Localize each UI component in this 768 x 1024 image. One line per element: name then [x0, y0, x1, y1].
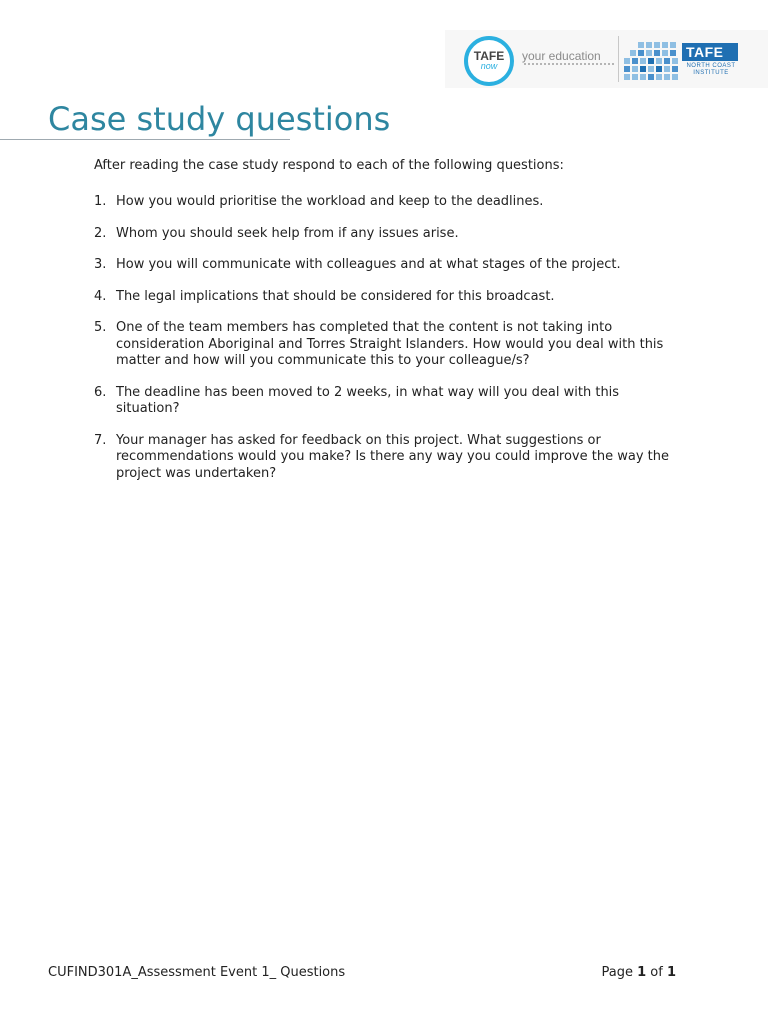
- page-label: Page: [601, 965, 633, 980]
- question-item: [94, 385, 684, 418]
- question-number: 2.: [94, 225, 107, 241]
- tafe-grid-logo-icon: [624, 42, 680, 82]
- tagline-underline: [524, 63, 614, 65]
- questions-list: [94, 194, 684, 497]
- page-title: Case study questions: [48, 100, 391, 138]
- question-item: [94, 289, 684, 306]
- intro-text: After reading the case study respond to each of the following questions:: [94, 158, 564, 173]
- page-of-label: of: [650, 965, 663, 980]
- question-number: 6.: [94, 384, 107, 400]
- question-number: 1.: [94, 194, 107, 209]
- question-text: How you would prioritise the workload and keep to the deadlines.: [116, 194, 544, 209]
- question-text: The legal implications that should be considered for this broadcast.: [116, 288, 555, 304]
- question-item: [94, 257, 684, 274]
- title-underline: [0, 139, 290, 140]
- question-text: Whom you should seek help from if any issues arise.: [116, 225, 459, 241]
- tafe-now-logo: [464, 36, 514, 86]
- question-number: 3.: [94, 257, 107, 272]
- page-total: 1: [666, 965, 676, 980]
- question-text: How you will communicate with colleagues and at what stages of the project.: [116, 257, 621, 272]
- footer-document-name: CUFIND301A_Assessment Event 1_ Questions: [48, 965, 346, 980]
- question-item: [94, 226, 684, 243]
- logo-divider: [618, 36, 619, 82]
- tafe-now-logo-text: TAFE: [473, 49, 505, 63]
- tafe-now-logo-subtext: now: [480, 61, 498, 71]
- question-item: [94, 433, 684, 483]
- footer-page-number: [601, 965, 676, 980]
- question-item: [94, 320, 684, 370]
- question-text: Your manager has asked for feedback on this project. What suggestions or recommendations would you make? Is there any way you could improve the way the project was undertaken?: [116, 432, 669, 481]
- tagline: your education: [522, 49, 601, 63]
- tafe-nsw-logo: TAFE: [682, 43, 738, 61]
- question-item: [94, 194, 684, 211]
- question-number: 4.: [94, 288, 107, 304]
- question-text: One of the team members has completed that the content is not taking into consideration Aboriginal and Torres Straight Islanders. How would you deal with this matter and how will you communicate this to your colleague/s?: [116, 320, 664, 368]
- question-text: The deadline has been moved to 2 weeks, in what way will you deal with this situation?: [116, 384, 620, 416]
- question-number: 7.: [94, 432, 107, 448]
- question-number: 5.: [94, 320, 107, 335]
- page-current: 1: [637, 965, 647, 980]
- institute-name: NORTH COAST INSTITUTE: [686, 63, 736, 76]
